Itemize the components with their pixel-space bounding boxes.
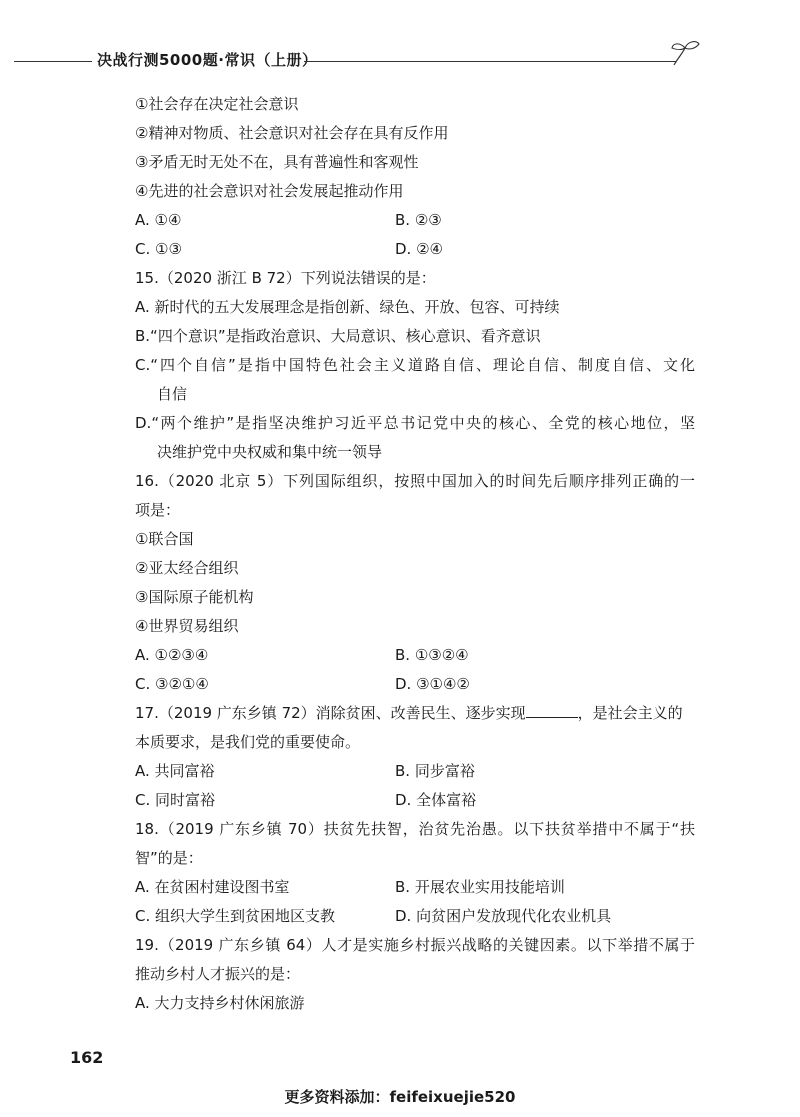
question-content [135, 90, 695, 1018]
fill-blank [526, 701, 578, 718]
option-row [135, 873, 695, 902]
option-c: C. 组织大学生到贫困地区支教 [135, 907, 336, 925]
stem-part: ，是社会主义的 [577, 704, 683, 722]
list-item: ③国际原子能机构 [135, 588, 254, 606]
option-a: A. ①②③④ [135, 646, 209, 664]
list-item: ④先进的社会意识对社会发展起推动作用 [135, 182, 404, 200]
option-c: C. ③②①④ [135, 675, 209, 693]
book-title: 决战行测5000题·常识（上册） [97, 51, 318, 69]
header-rule-left [14, 61, 92, 62]
option-a: A. 共同富裕 [135, 762, 215, 780]
option-row [135, 757, 695, 786]
option-d-continued: 决维护党中央权威和集中统一领导 [157, 443, 383, 461]
option-c: C.“四个自信”是指中国特色社会主义道路自信、理论自信、制度自信、文化 [135, 356, 695, 374]
question-stem-continued: 推动乡村人才振兴的是： [135, 965, 301, 983]
option-b: B. 同步富裕 [395, 762, 475, 780]
option-b: B.“四个意识”是指政治意识、大局意识、核心意识、看齐意识 [135, 327, 541, 345]
list-item: ①联合国 [135, 530, 194, 548]
list-item: ①社会存在决定社会意识 [135, 95, 299, 113]
list-item: ④世界贸易组织 [135, 617, 239, 635]
option-d: D.“两个维护”是指坚决维护习近平总书记党中央的核心、全党的核心地位，坚 [135, 414, 695, 432]
header-rule-right [304, 61, 676, 62]
page-number: 162 [70, 1048, 104, 1067]
option-a: A. 新时代的五大发展理念是指创新、绿色、开放、包容、可持续 [135, 298, 560, 316]
question-stem-continued: 智”的是： [135, 849, 203, 867]
option-row [135, 206, 695, 235]
footer-note: 更多资料添加：feifeixuejie520 [284, 1088, 516, 1106]
option-d: D. 全体富裕 [395, 791, 477, 809]
question-stem: 15.（2020 浙江 B 72）下列说法错误的是： [135, 269, 436, 287]
stem-part: 17.（2019 广东乡镇 72）消除贫困、改善民生、逐步实现 [135, 704, 526, 722]
question-stem-continued: 本质要求，是我们党的重要使命。 [135, 733, 361, 751]
question-stem [135, 699, 695, 728]
option-c: C. ①③ [135, 240, 182, 258]
list-item: ③矛盾无时无处不在，具有普遍性和客观性 [135, 153, 419, 171]
question-stem: 19.（2019 广东乡镇 64）人才是实施乡村振兴战略的关键因素。以下举措不属于 [135, 936, 695, 954]
option-row [135, 902, 695, 931]
option-b: B. ①③②④ [395, 646, 469, 664]
option-a: A. ①④ [135, 211, 182, 229]
list-item: ②亚太经合组织 [135, 559, 239, 577]
option-c-continued: 自信 [157, 385, 188, 403]
question-stem: 16.（2020 北京 5）下列国际组织，按照中国加入的时间先后顺序排列正确的一 [135, 472, 695, 490]
option-a: A. 在贫困村建设图书室 [135, 878, 290, 896]
question-stem: 18.（2019 广东乡镇 70）扶贫先扶智，治贫先治愚。以下扶贫举措中不属于“扶 [135, 820, 695, 838]
question-stem-continued: 项是： [135, 501, 181, 519]
option-d: D. ②④ [395, 240, 443, 258]
option-d: D. ③①④② [395, 675, 470, 693]
option-d: D. 向贫困户发放现代化农业机具 [395, 907, 612, 925]
list-item: ②精神对物质、社会意识对社会存在具有反作用 [135, 124, 449, 142]
option-row [135, 786, 695, 815]
option-c: C. 同时富裕 [135, 791, 216, 809]
option-row [135, 641, 695, 670]
option-a: A. 大力支持乡村休闲旅游 [135, 994, 305, 1012]
option-b: B. ②③ [395, 211, 442, 229]
option-b: B. 开展农业实用技能培训 [395, 878, 565, 896]
option-row [135, 235, 695, 264]
option-row [135, 670, 695, 699]
running-header [0, 40, 800, 80]
sprout-icon [668, 40, 702, 66]
